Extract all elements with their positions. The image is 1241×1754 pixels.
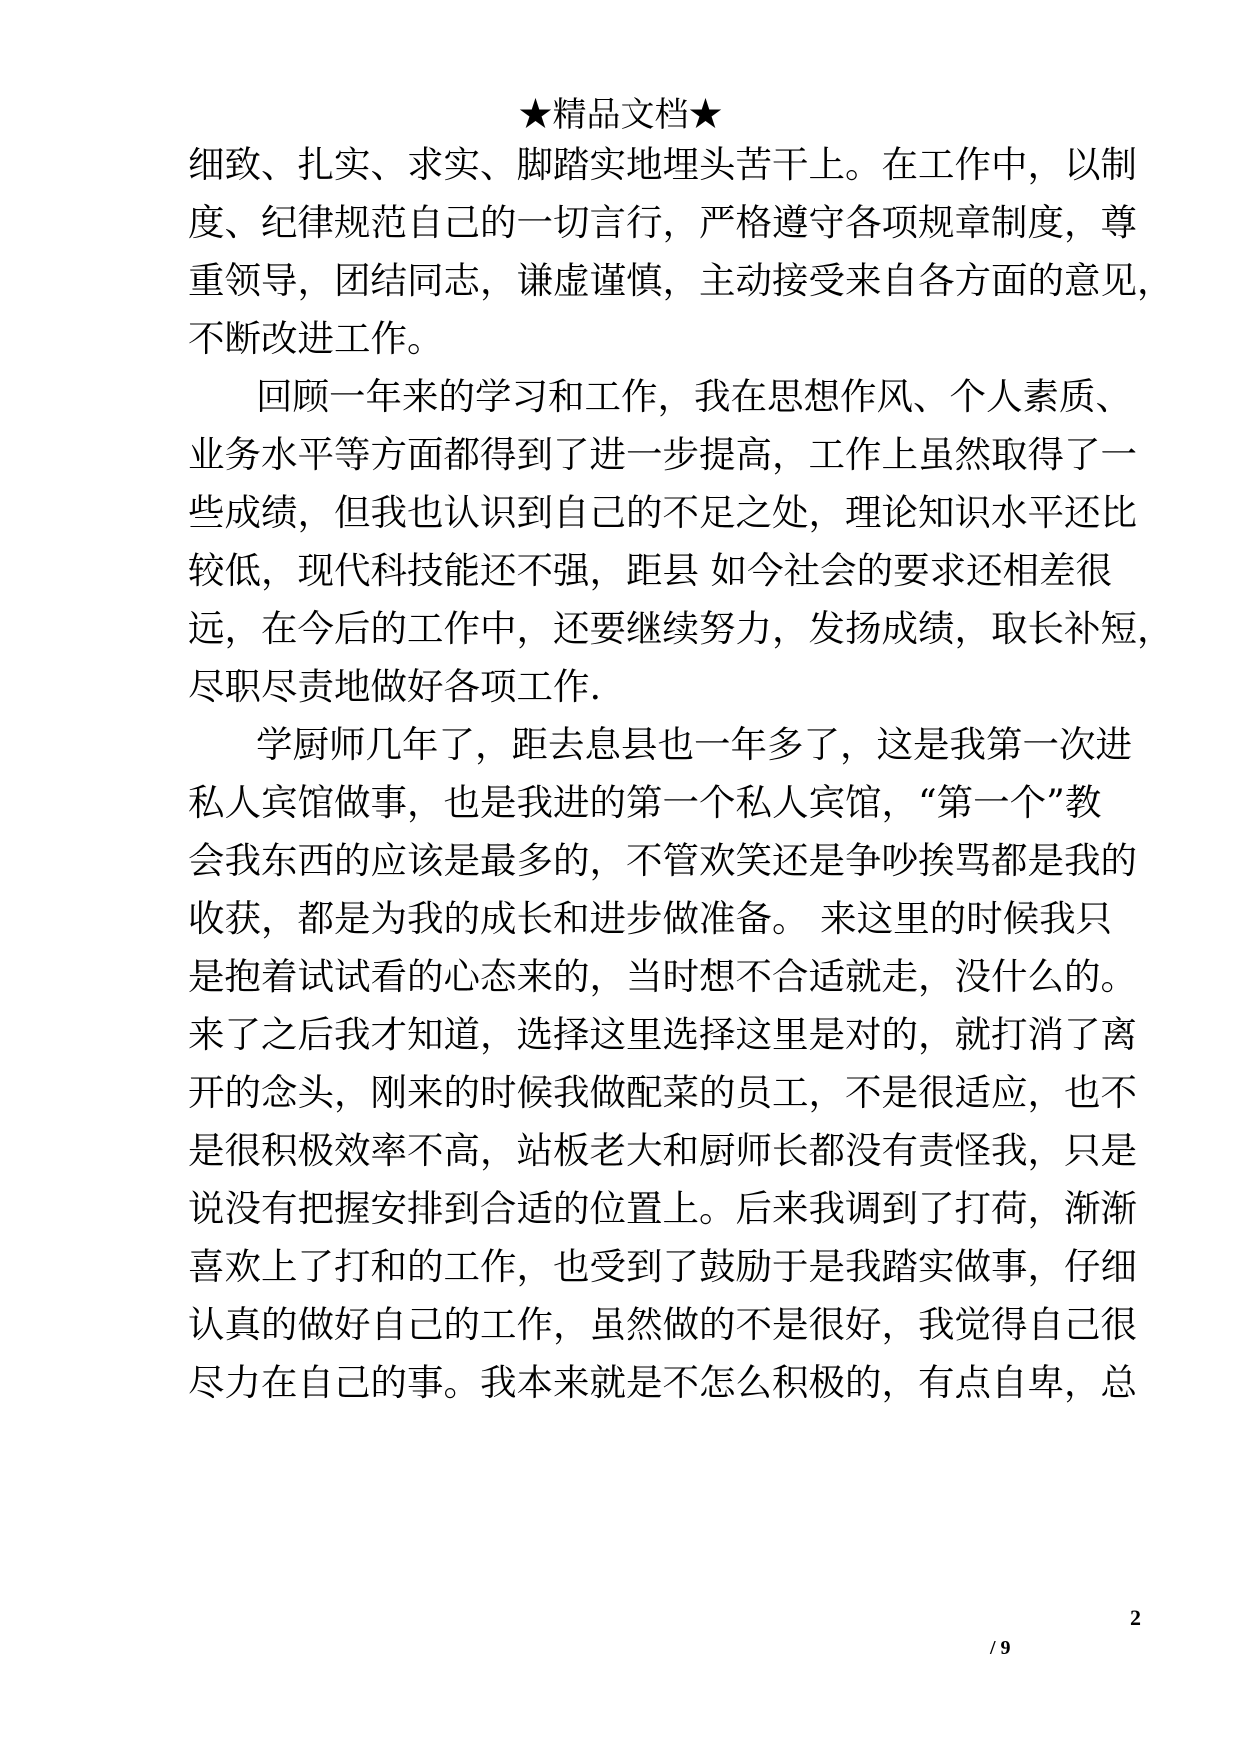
- body-line: 来了之后我才知道，选择这里选择这里是对的，就打消了离: [188, 1013, 1137, 1056]
- body-line: 些成绩，但我也认识到自己的不足之处，理论知识水平还比: [188, 491, 1137, 534]
- body-line: 喜欢上了打和的工作，也受到了鼓励于是我踏实做事，仔细: [188, 1245, 1137, 1288]
- body-line: 不断改进工作。: [188, 317, 444, 360]
- page-total: / 9: [990, 1637, 1011, 1659]
- page-number: 2: [1130, 1605, 1141, 1630]
- page-header-title: ★精品文档★: [518, 95, 723, 135]
- body-line: 是抱着试试看的心态来的，当时想不合适就走，没什么的。: [188, 955, 1137, 998]
- body-line: 细致、扎实、求实、脚踏实地埋头苦干上。在工作中，以制: [188, 143, 1137, 186]
- body-line: 度、纪律规范自己的一切言行，严格遵守各项规章制度，尊: [188, 201, 1137, 244]
- body-line: 较低，现代科技能还不强，距县 如今社会的要求还相差很: [188, 549, 1113, 592]
- body-line: 尽职尽责地做好各项工作.: [188, 665, 602, 708]
- body-line: 说没有把握安排到合适的位置上。后来我调到了打荷，渐渐: [188, 1187, 1137, 1230]
- body-line: 业务水平等方面都得到了进一步提高，工作上虽然取得了一: [188, 433, 1137, 476]
- body-line: 会我东西的应该是最多的，不管欢笑还是争吵挨骂都是我的: [188, 839, 1137, 882]
- body-line: 学厨师几年了，距去息县也一年多了，这是我第一次进: [256, 723, 1132, 766]
- body-line: 私人宾馆做事，也是我进的第一个私人宾馆，“第一个”教: [188, 781, 1102, 824]
- body-line: 远，在今后的工作中，还要继续努力，发扬成绩，取长补短，: [188, 607, 1174, 650]
- body-line: 收获，都是为我的成长和进步做准备。 来这里的时候我只: [188, 897, 1113, 940]
- body-line: 是很积极效率不高，站板老大和厨师长都没有责怪我，只是: [188, 1129, 1137, 1172]
- body-line: 重领导，团结同志，谦虚谨慎，主动接受来自各方面的意见，: [188, 259, 1174, 302]
- body-line: 认真的做好自己的工作，虽然做的不是很好，我觉得自己很: [188, 1303, 1137, 1346]
- body-line: 尽力在自己的事。我本来就是不怎么积极的，有点自卑，总: [188, 1361, 1137, 1404]
- body-line: 回顾一年来的学习和工作，我在思想作风、个人素质、: [256, 375, 1132, 418]
- body-line: 开的念头，刚来的时候我做配菜的员工，不是很适应，也不: [188, 1071, 1137, 1114]
